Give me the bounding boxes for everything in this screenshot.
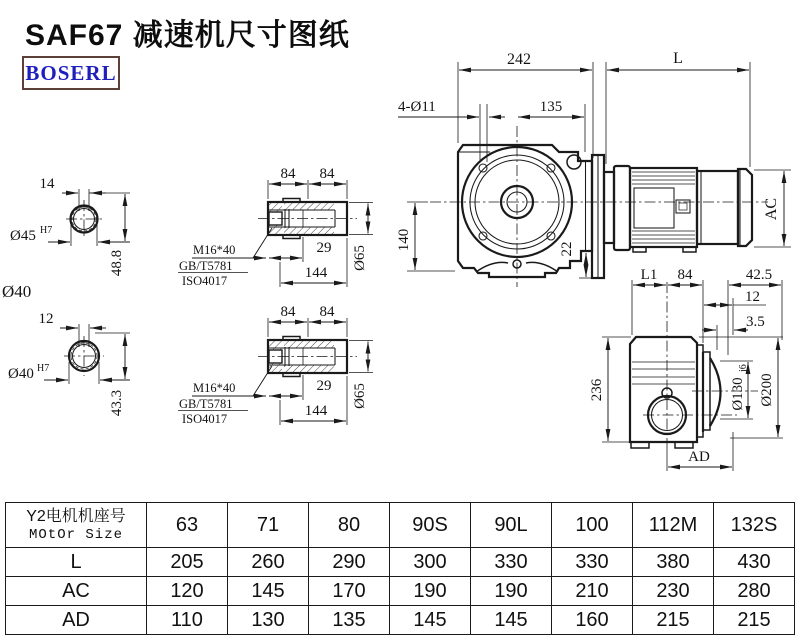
dim-d130-tol: j6 bbox=[738, 364, 749, 372]
dim-84-right: 84 bbox=[319, 304, 335, 320]
dim-140: 140 bbox=[396, 228, 412, 252]
front-view bbox=[430, 126, 768, 287]
cell-L: 260 bbox=[228, 548, 309, 577]
cell-AC: 280 bbox=[714, 577, 795, 606]
dim-144: 144 bbox=[304, 403, 328, 419]
dim-keyway-12: 12 bbox=[38, 311, 54, 327]
dim-42-5: 42.5 bbox=[745, 267, 773, 283]
standard-iso-label: ISO4017 bbox=[182, 412, 228, 426]
cell-AD: 160 bbox=[552, 606, 633, 635]
cell-AD: 145 bbox=[471, 606, 552, 635]
cell-AC: 190 bbox=[471, 577, 552, 606]
motor bbox=[630, 168, 752, 252]
cell-L: 380 bbox=[633, 548, 714, 577]
size-col: 63 bbox=[147, 503, 228, 548]
header-motor-size-cn: Y2电机机座号 bbox=[26, 507, 126, 525]
dim-AC: AC bbox=[763, 197, 780, 221]
cell-AC: 210 bbox=[552, 577, 633, 606]
hollow-shaft-view-top bbox=[178, 166, 373, 288]
dim-L1: L1 bbox=[640, 267, 658, 283]
cell-L: 330 bbox=[471, 548, 552, 577]
size-col: 90S bbox=[390, 503, 471, 548]
cell-AC: 120 bbox=[147, 577, 228, 606]
dim-keyway-14: 14 bbox=[39, 176, 55, 192]
dim-bore-d45: Ø45 bbox=[10, 228, 36, 244]
cell-L: 430 bbox=[714, 548, 795, 577]
dim-84: 84 bbox=[677, 267, 693, 283]
cell-AD: 215 bbox=[714, 606, 795, 635]
hollow-shaft-view-bottom bbox=[178, 304, 373, 426]
dim-d65: Ø65 bbox=[352, 245, 368, 271]
size-col: 90L bbox=[471, 503, 552, 548]
dim-144: 144 bbox=[304, 265, 328, 281]
dim-d130: Ø130 bbox=[730, 377, 746, 411]
header-motor-size bbox=[6, 503, 147, 548]
cell-AD: 145 bbox=[390, 606, 471, 635]
dim-AD: AD bbox=[688, 449, 710, 465]
cell-AD: 130 bbox=[228, 606, 309, 635]
table-row-header bbox=[6, 503, 795, 548]
dim-12: 12 bbox=[745, 289, 760, 305]
table-row-L bbox=[6, 548, 795, 577]
cell-AD: 135 bbox=[309, 606, 390, 635]
motor-size-table bbox=[5, 502, 795, 635]
dim-bore-d45-tol: H7 bbox=[40, 225, 53, 236]
dim-29: 29 bbox=[316, 240, 332, 256]
size-col: 100 bbox=[552, 503, 633, 548]
shaft-end-view-bottom bbox=[8, 311, 130, 416]
shaft-dia-label: Ø40 bbox=[2, 282, 32, 301]
cell-L: 300 bbox=[390, 548, 471, 577]
dim-135: 135 bbox=[539, 99, 563, 115]
shaft-end-view-top bbox=[10, 176, 130, 276]
dim-3-5: 3.5 bbox=[746, 314, 765, 330]
dim-84-left: 84 bbox=[280, 166, 296, 182]
row-label-AC: AC bbox=[6, 577, 147, 606]
dim-d65: Ø65 bbox=[352, 383, 368, 409]
standard-gb-label: GB/T5781 bbox=[179, 259, 233, 273]
size-col: 71 bbox=[228, 503, 309, 548]
cell-AC: 145 bbox=[228, 577, 309, 606]
dim-48-8: 48.8 bbox=[109, 249, 125, 277]
cell-AD: 215 bbox=[633, 606, 714, 635]
cell-AC: 170 bbox=[309, 577, 390, 606]
dim-29: 29 bbox=[316, 378, 332, 394]
standard-gb-label: GB/T5781 bbox=[179, 397, 233, 411]
table-row-AC bbox=[6, 577, 795, 606]
bolt-spec-label: M16*40 bbox=[193, 243, 236, 257]
bolt-spec-label: M16*40 bbox=[193, 381, 236, 395]
dim-bore-d40: Ø40 bbox=[8, 366, 34, 382]
dim-236: 236 bbox=[589, 378, 605, 402]
cell-AC: 190 bbox=[390, 577, 471, 606]
size-col: 132S bbox=[714, 503, 795, 548]
cell-AD: 110 bbox=[147, 606, 228, 635]
dim-motor-L: L bbox=[673, 50, 683, 67]
dim-d200: Ø200 bbox=[759, 373, 775, 407]
table-row-AD bbox=[6, 606, 795, 635]
row-label-L: L bbox=[6, 548, 147, 577]
boserl-logo-text: BOSERL bbox=[25, 60, 117, 85]
dim-bore-d40-tol: H7 bbox=[37, 363, 50, 374]
size-col: 80 bbox=[309, 503, 390, 548]
page-title: SAF67 减速机尺寸图纸 bbox=[25, 19, 350, 52]
dim-84-left: 84 bbox=[280, 304, 296, 320]
size-col: 112M bbox=[633, 503, 714, 548]
row-label-AD: AD bbox=[6, 606, 147, 635]
cell-AC: 230 bbox=[633, 577, 714, 606]
dim-84-right: 84 bbox=[319, 166, 335, 182]
dim-22: 22 bbox=[559, 241, 575, 257]
standard-iso-label: ISO4017 bbox=[182, 274, 228, 288]
dim-242: 242 bbox=[507, 51, 531, 68]
dim-43-3: 43.3 bbox=[109, 389, 125, 417]
header-motor-size-en: MOtOr Size bbox=[28, 526, 123, 543]
cell-L: 205 bbox=[147, 548, 228, 577]
cell-L: 330 bbox=[552, 548, 633, 577]
dim-4xd11: 4-Ø11 bbox=[398, 99, 436, 115]
cell-L: 290 bbox=[309, 548, 390, 577]
